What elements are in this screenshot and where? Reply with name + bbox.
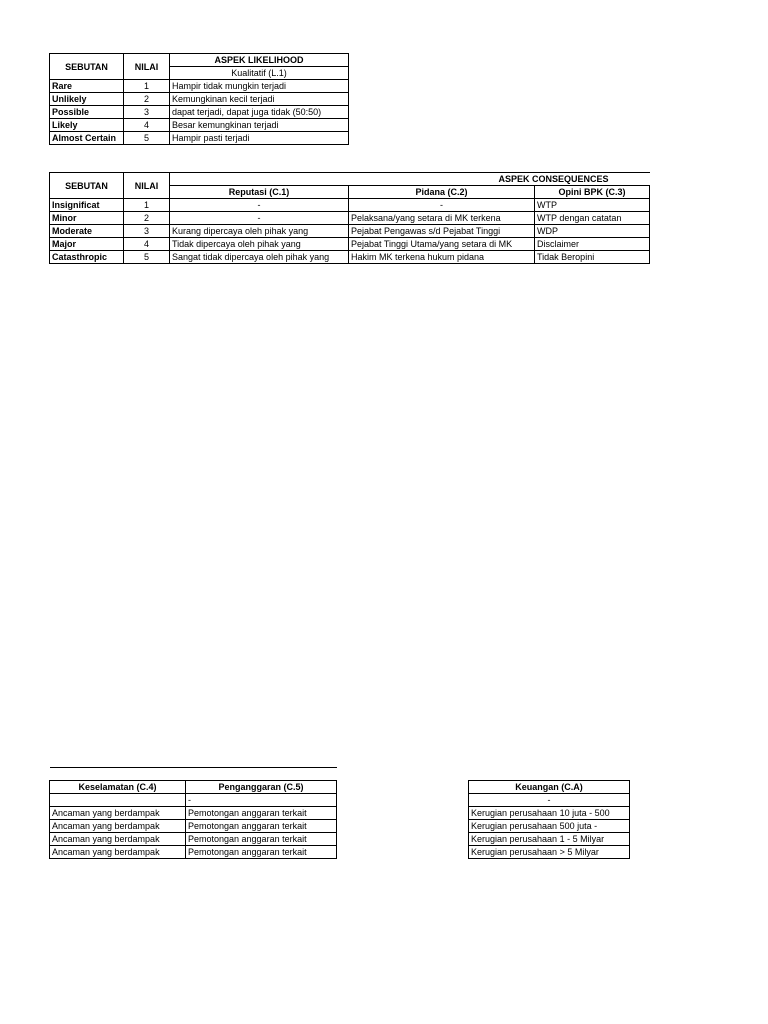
cell-sebutan: Major bbox=[50, 238, 124, 251]
table-row bbox=[469, 794, 630, 807]
header-nilai: NILAI bbox=[124, 173, 170, 199]
table-row bbox=[50, 132, 349, 145]
cell-opini: WTP dengan catatan bbox=[535, 212, 650, 225]
cell-nilai: 5 bbox=[124, 251, 170, 264]
cell-opini: WTP bbox=[535, 199, 650, 212]
header-penganggaran: Penganggaran (C.5) bbox=[186, 781, 337, 794]
cell-sebutan: Catasthropic bbox=[50, 251, 124, 264]
cell-desc: Besar kemungkinan terjadi bbox=[170, 119, 349, 132]
table-row bbox=[50, 80, 349, 93]
table-row bbox=[50, 93, 349, 106]
cell-desc: Hampir tidak mungkin terjadi bbox=[170, 80, 349, 93]
cell-keuangan: - bbox=[469, 794, 630, 807]
cell-sebutan: Possible bbox=[50, 106, 124, 119]
cell-sebutan: Almost Certain bbox=[50, 132, 124, 145]
cell-nilai: 2 bbox=[124, 212, 170, 225]
cell-nilai: 2 bbox=[124, 93, 170, 106]
cell-reputasi: Tidak dipercaya oleh pihak yang bbox=[170, 238, 349, 251]
cell-sebutan: Likely bbox=[50, 119, 124, 132]
cell-sebutan: Insignificat bbox=[50, 199, 124, 212]
cell-opini: Disclaimer bbox=[535, 238, 650, 251]
header-kualitatif: Kualitatif (L.1) bbox=[170, 67, 349, 80]
cell-pidana: Pejabat Tinggi Utama/yang setara di MK bbox=[349, 238, 535, 251]
cell-keselamatan bbox=[50, 794, 186, 807]
cell-pidana: - bbox=[349, 199, 535, 212]
cell-penganggaran: Pemotongan anggaran terkait bbox=[186, 820, 337, 833]
table-row bbox=[50, 212, 650, 225]
table-row bbox=[50, 833, 337, 846]
table-row bbox=[469, 846, 630, 859]
table-row bbox=[469, 807, 630, 820]
header-keselamatan: Keselamatan (C.4) bbox=[50, 781, 186, 794]
cell-reputasi: - bbox=[170, 212, 349, 225]
table-row bbox=[50, 794, 337, 807]
cell-nilai: 1 bbox=[124, 199, 170, 212]
cell-pidana: Hakim MK terkena hukum pidana bbox=[349, 251, 535, 264]
header-pidana: Pidana (C.2) bbox=[349, 186, 535, 199]
table-row bbox=[50, 820, 337, 833]
cell-nilai: 3 bbox=[124, 225, 170, 238]
cell-keselamatan: Ancaman yang berdampak bbox=[50, 807, 186, 820]
table-row bbox=[50, 199, 650, 212]
cell-penganggaran: Pemotongan anggaran terkait bbox=[186, 833, 337, 846]
cell-keuangan: Kerugian perusahaan > 5 Milyar bbox=[469, 846, 630, 859]
cell-keuangan: Kerugian perusahaan 1 - 5 Milyar bbox=[469, 833, 630, 846]
cell-desc: dapat terjadi, dapat juga tidak (50:50) bbox=[170, 106, 349, 119]
table-row bbox=[50, 119, 349, 132]
cell-nilai: 4 bbox=[124, 119, 170, 132]
table-row bbox=[50, 807, 337, 820]
cell-keuangan: Kerugian perusahaan 10 juta - 500 bbox=[469, 807, 630, 820]
cell-penganggaran: Pemotongan anggaran terkait bbox=[186, 846, 337, 859]
cell-opini: Tidak Beropini bbox=[535, 251, 650, 264]
header-keuangan: Keuangan (C.A) bbox=[469, 781, 630, 794]
cell-nilai: 1 bbox=[124, 80, 170, 93]
cell-penganggaran: - bbox=[186, 794, 337, 807]
header-sebutan: SEBUTAN bbox=[50, 173, 124, 199]
header-aspek-consequences: ASPEK CONSEQUENCES bbox=[349, 173, 650, 186]
likelihood-table bbox=[49, 53, 349, 145]
cell-nilai: 3 bbox=[124, 106, 170, 119]
cell-sebutan: Rare bbox=[50, 80, 124, 93]
header-nilai: NILAI bbox=[124, 54, 170, 80]
table-row bbox=[50, 846, 337, 859]
keuangan-table bbox=[468, 780, 630, 859]
cell-nilai: 4 bbox=[124, 238, 170, 251]
table-row bbox=[50, 106, 349, 119]
cell-desc: Kemungkinan kecil terjadi bbox=[170, 93, 349, 106]
header-blank bbox=[170, 173, 349, 186]
cell-penganggaran: Pemotongan anggaran terkait bbox=[186, 807, 337, 820]
table-row bbox=[50, 251, 650, 264]
cell-pidana: Pelaksana/yang setara di MK terkena bbox=[349, 212, 535, 225]
cell-sebutan: Minor bbox=[50, 212, 124, 225]
header-sebutan: SEBUTAN bbox=[50, 54, 124, 80]
cell-keselamatan: Ancaman yang berdampak bbox=[50, 833, 186, 846]
header-opini: Opini BPK (C.3) bbox=[535, 186, 650, 199]
header-reputasi: Reputasi (C.1) bbox=[170, 186, 349, 199]
cell-nilai: 5 bbox=[124, 132, 170, 145]
table-row bbox=[50, 238, 650, 251]
keselamatan-penganggaran-table bbox=[49, 767, 337, 859]
cell-reputasi: - bbox=[170, 199, 349, 212]
table-row bbox=[50, 225, 650, 238]
header-blank bbox=[50, 768, 186, 781]
table-row bbox=[469, 833, 630, 846]
cell-keselamatan: Ancaman yang berdampak bbox=[50, 846, 186, 859]
cell-reputasi: Kurang dipercaya oleh pihak yang bbox=[170, 225, 349, 238]
cell-sebutan: Unlikely bbox=[50, 93, 124, 106]
cell-keselamatan: Ancaman yang berdampak bbox=[50, 820, 186, 833]
cell-opini: WDP bbox=[535, 225, 650, 238]
cell-keuangan: Kerugian perusahaan 500 juta - bbox=[469, 820, 630, 833]
consequences-table bbox=[49, 172, 650, 264]
header-aspek-likelihood: ASPEK LIKELIHOOD bbox=[170, 54, 349, 67]
header-blank bbox=[186, 768, 337, 781]
cell-reputasi: Sangat tidak dipercaya oleh pihak yang bbox=[170, 251, 349, 264]
cell-desc: Hampir pasti terjadi bbox=[170, 132, 349, 145]
table-row bbox=[469, 820, 630, 833]
cell-pidana: Pejabat Pengawas s/d Pejabat Tinggi bbox=[349, 225, 535, 238]
cell-sebutan: Moderate bbox=[50, 225, 124, 238]
